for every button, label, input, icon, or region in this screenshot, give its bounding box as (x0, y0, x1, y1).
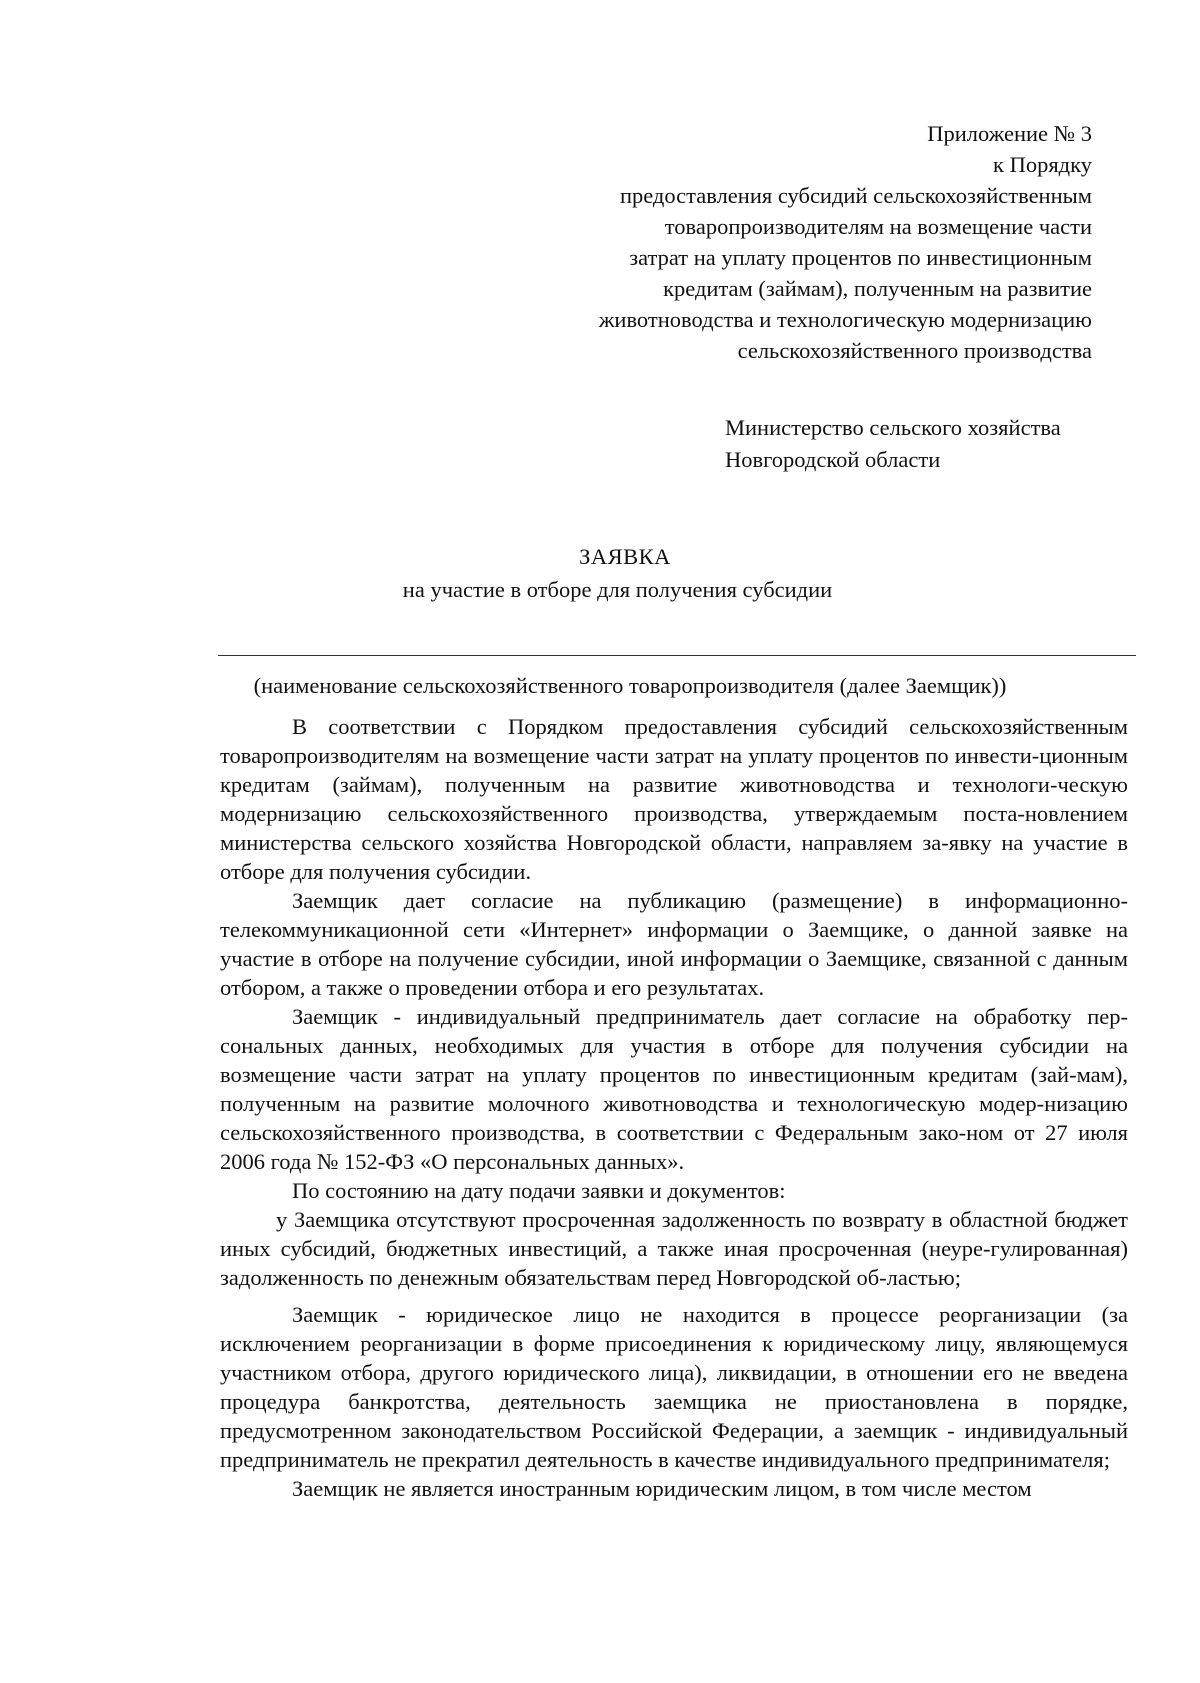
appendix-header (532, 118, 1092, 366)
appendix-line: кредитам (займам), полученным на развитие (663, 276, 1092, 301)
body-paragraph: у Заемщика отсутствуют просроченная задолженность по возврату в областной бюджет иных субсидий, бюджетных инвестиций, а также иная просроченная (неуре-гулированная) задолженность по денежным обязательствам перед Новгородской об-ластью; (220, 1207, 1128, 1290)
body-paragraph: Заемщик - индивидуальный предприниматель дает согласие на обработку пер-сональных данных, необходимых для участия в отборе для получения субсидии на возмещение части затрат на уплату процентов по инвестиционным кредитам (зай-мам), полученным на развитие молочного животноводства и технологическую модер-низацию сельскохозяйственного производства, в соответствии с Федеральным зако-ном от 27 июля 2006 года № 152-ФЗ «О персональных данных». (220, 1004, 1128, 1174)
body-paragraph: Заемщик дает согласие на публикацию (размещение) в информационно-телекоммуникационной сети «Интернет» информации о Заемщике, о данной заявке на участие в отборе на получение субсидии, иной информации о Заемщике, связанной с данным отбором, а также о проведении отбора и его результатах. (220, 888, 1128, 1000)
document-subtitle: на участие в отборе для получения субсидии (402, 577, 833, 602)
appendix-line: сельскохозяйственного производства (737, 338, 1092, 363)
appendix-line: Приложение № 3 (927, 121, 1092, 146)
body-paragraph: Заемщик - юридическое лицо не находится в процессе реорганизации (за исключением реорганизации в форме присоединения к юридическому лицу, являющемуся участником отбора, другого юридического лица), ликвидации, в отношении его не введена процедура банкротства, деятельность заемщика не приостановлена в порядке, предусмотренном законодательством Российской Федерации, а заемщик - индивидуальный предприниматель не прекратил деятельность в качестве индивидуального предпринимателя; (220, 1302, 1128, 1472)
appendix-line: к Порядку (993, 152, 1092, 177)
appendix-line: предоставления субсидий сельскохозяйственным (619, 183, 1092, 208)
appendix-line: товаропроизводителям на возмещение части (664, 214, 1092, 239)
document-title: ЗАЯВКА (579, 544, 671, 569)
applicant-name-caption: (наименование сельскохозяйственного товаропроизводителя (далее Заемщик)) (253, 673, 1007, 698)
document-body (220, 712, 1128, 1503)
body-paragraph: В соответствии с Порядком предоставления субсидий сельскохозяйственным товаропроизводителям на возмещение части затрат на уплату процентов по инвести-ционным кредитам (займам), полученным на развитие животноводства и технологи-ческую модернизацию сельскохозяйственного производства, утверждаемым поста-новлением министерства сельского хозяйства Новгородской области, направляем за-явку на участие в отборе для получения субсидии. (220, 714, 1128, 884)
applicant-name-blank (218, 655, 1136, 656)
addressee-line: Новгородской области (725, 447, 941, 472)
document-heading (0, 540, 1200, 606)
addressee-block (725, 412, 1061, 476)
appendix-line: животноводства и технологическую модернизацию (598, 307, 1092, 332)
appendix-line: затрат на уплату процентов по инвестиционным (629, 245, 1092, 270)
body-paragraph: По состоянию на дату подачи заявки и документов: (292, 1178, 786, 1203)
addressee-line: Министерство сельского хозяйства (725, 415, 1061, 440)
body-paragraph: Заемщик не является иностранным юридическим лицом, в том числе местом (292, 1476, 1032, 1501)
